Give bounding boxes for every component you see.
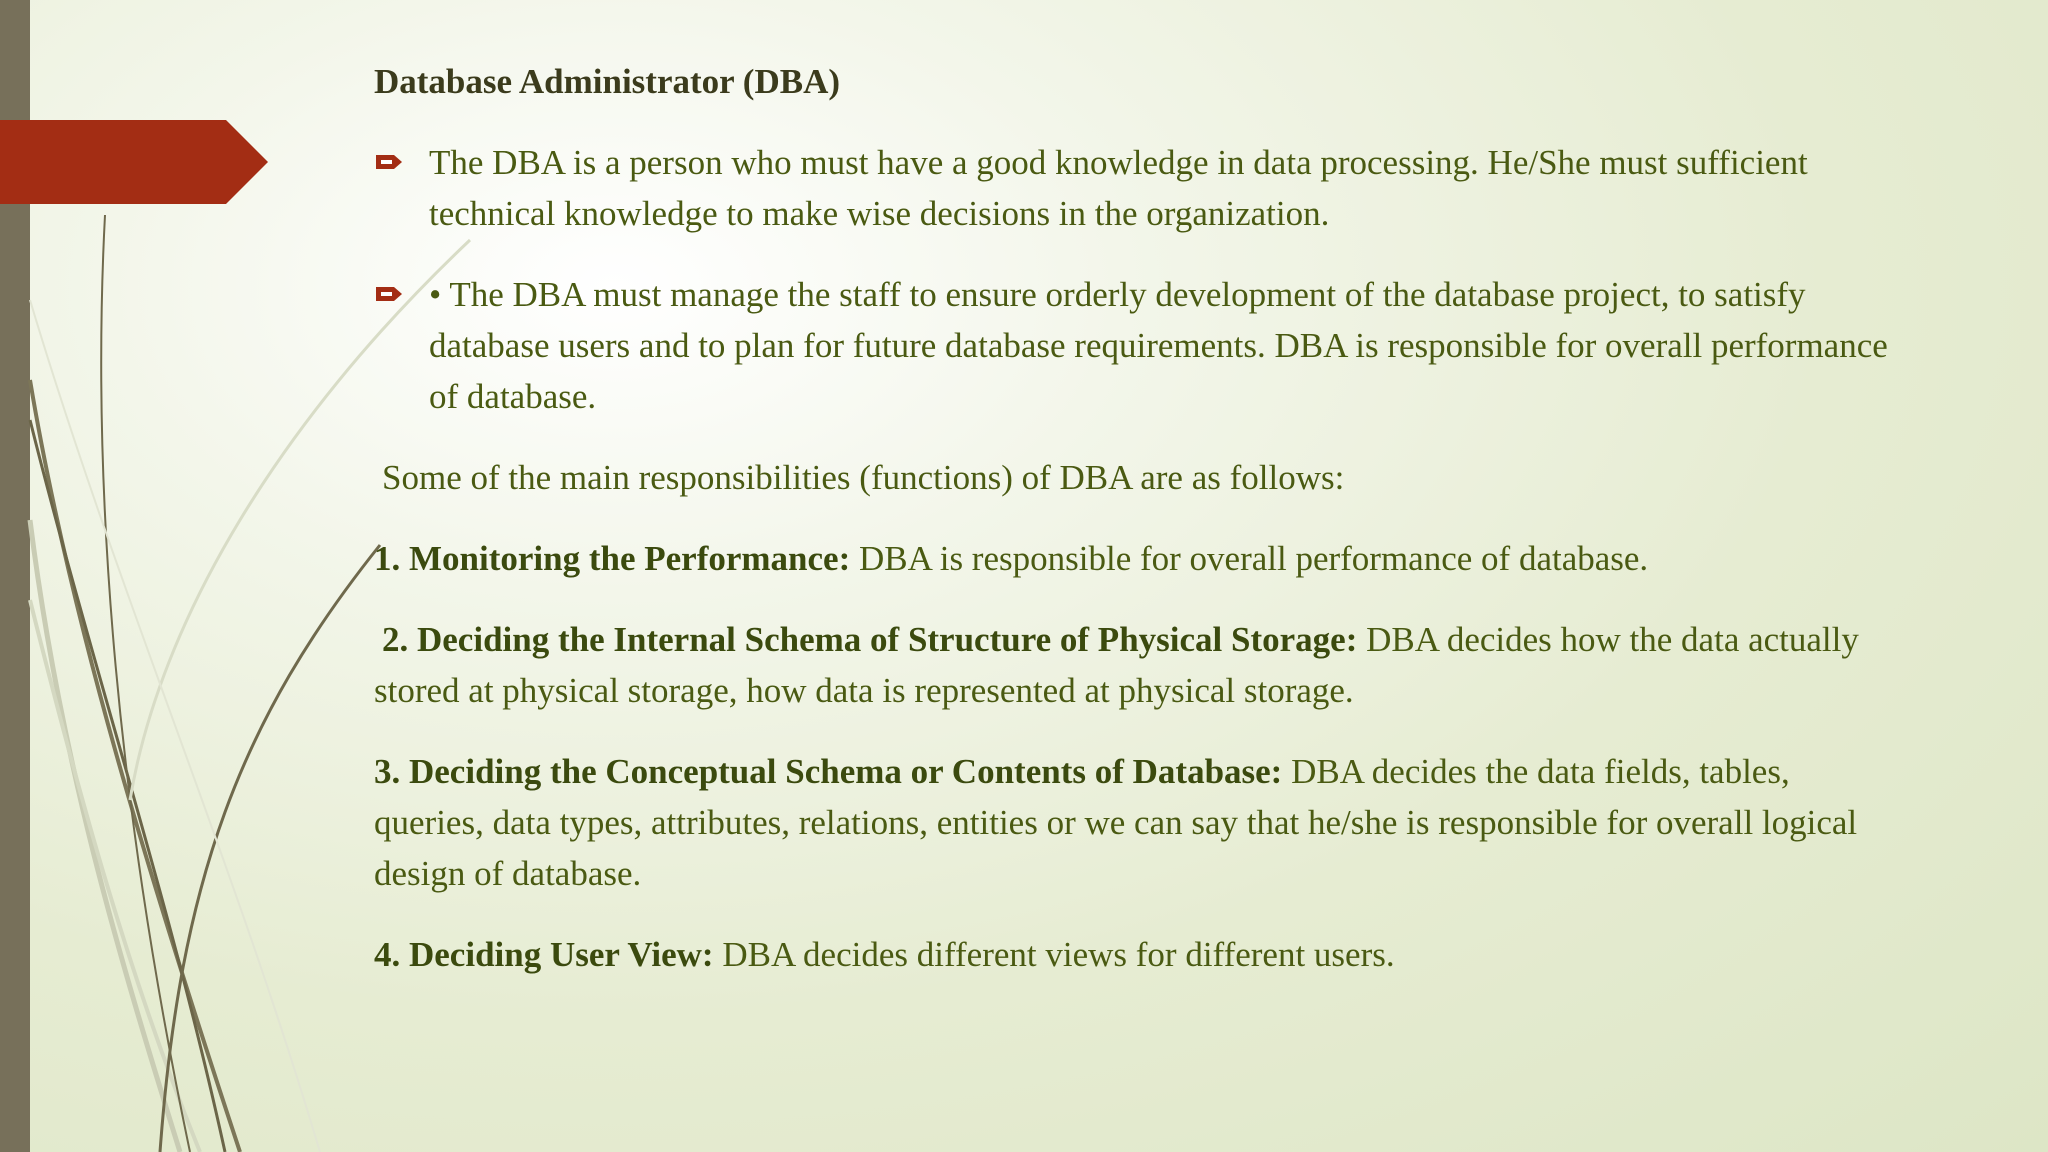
- responsibility-title: 3. Deciding the Conceptual Schema or Contents of Database:: [374, 752, 1283, 791]
- intro-text: Some of the main responsibilities (functions) of DBA are as follows:: [382, 458, 1345, 497]
- responsibility-text: DBA decides how the data actually stored at physical storage, how data is represented at physical storage.: [374, 620, 1859, 710]
- responsibility-text: DBA decides the data fields, tables, queries, data types, attributes, relations, entities or we can say that he/she is responsible for overall logical design of database.: [374, 752, 1858, 893]
- bullet-item: [374, 269, 1904, 422]
- responsibility-title: 4. Deciding User View:: [374, 935, 714, 974]
- responsibility-title: 1. Monitoring the Performance:: [374, 539, 851, 578]
- bullet-item: [374, 137, 1904, 239]
- accent-arrow-tab: [0, 120, 268, 204]
- bullet-text: • The DBA must manage the staff to ensure orderly development of the database project, to satisfy database users and to plan for future database requirements. DBA is responsible for overall performance of database.: [429, 275, 1888, 416]
- responsibility-item: [374, 614, 1904, 716]
- responsibility-text: DBA decides different views for different users.: [713, 935, 1395, 974]
- responsibility-item: [374, 929, 1904, 980]
- right-arrow-bullet-icon: [376, 285, 404, 303]
- responsibility-text: DBA is responsible for overall performance of database.: [850, 539, 1649, 578]
- right-arrow-bullet-icon: [376, 153, 404, 171]
- responsibility-item: [374, 533, 1904, 584]
- slide-content: [374, 56, 1904, 1010]
- responsibility-title: 2. Deciding the Internal Schema of Structure of Physical Storage:: [382, 620, 1358, 659]
- slide-title: Database Administrator (DBA): [374, 62, 841, 101]
- responsibility-item: [374, 746, 1904, 899]
- bullet-text: The DBA is a person who must have a good knowledge in data processing. He/She must sufficient technical knowledge to make wise decisions in the organization.: [429, 143, 1808, 233]
